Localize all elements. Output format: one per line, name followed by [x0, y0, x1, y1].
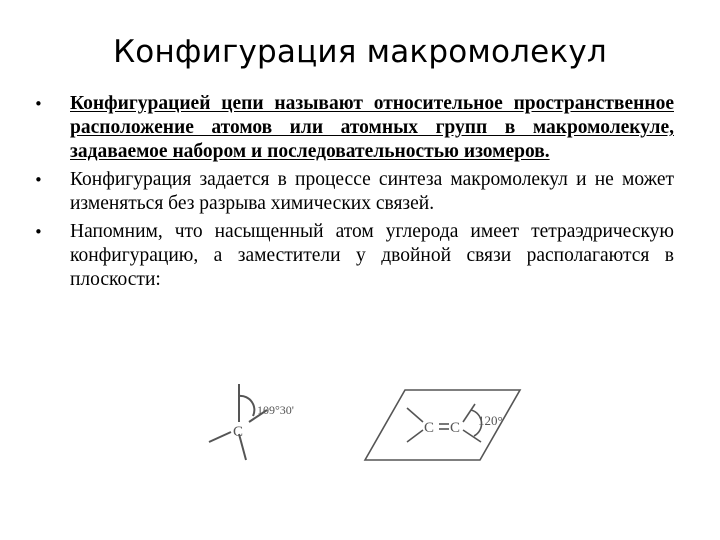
carbon-atom-label: C	[233, 424, 244, 440]
bond-lower-left	[407, 430, 423, 442]
bullet-text: Конфигурация задается в процессе синтеза макромолекул и не может изменяться без разрыва химических связей.	[70, 169, 674, 214]
bullet-synthesis	[34, 168, 674, 216]
bullet-carbon	[34, 220, 674, 292]
bond-left	[209, 432, 231, 442]
bullet-list	[34, 92, 674, 292]
planar-angle-label: 120°	[478, 413, 503, 428]
bullet-text: Напомним, что насыщенный атом углерода имеет тетраэдрическую конфигурацию, а заместители у двойной связи располагаются в плоскости:	[70, 221, 674, 290]
tetrahedral-carbon-figure	[209, 384, 267, 460]
bond-upper-left	[407, 408, 423, 422]
bullet-marker: •	[34, 95, 43, 113]
tetrahedral-angle-label: 109°30'	[257, 403, 294, 417]
figures-svg	[195, 382, 535, 482]
bullet-text: Конфигурацией цепи называют относительное пространственное расположение атомов или атомных групп в макромолекуле, задаваемое набором и последовательностью изомеров.	[70, 93, 674, 162]
bond-upper-right	[463, 404, 475, 422]
configuration-figures	[195, 382, 535, 482]
angle-arc	[239, 396, 254, 416]
carbon-left-label: C	[424, 420, 435, 436]
carbon-right-label: C	[450, 420, 461, 436]
bullet-marker: •	[34, 223, 43, 241]
bullet-definition	[34, 92, 674, 164]
slide-title: Конфигурация макромолекул	[113, 34, 607, 70]
bullet-marker: •	[34, 171, 43, 189]
